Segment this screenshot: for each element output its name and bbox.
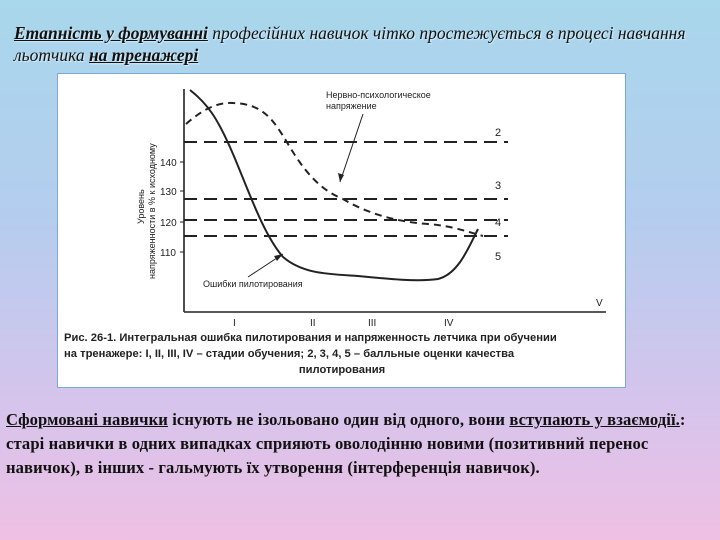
stress-arrow	[340, 114, 363, 182]
errors-arrow-head	[274, 254, 283, 261]
y-tick-label: 120	[160, 218, 177, 229]
y-tick-label: 110	[160, 248, 176, 259]
score-label: 2	[495, 127, 502, 139]
caption-line: пилотирования	[298, 364, 386, 376]
stage-label: IV	[444, 318, 454, 329]
y-tick-label: 140	[160, 158, 177, 169]
stage-label: III	[368, 318, 377, 329]
stress-curve	[186, 103, 483, 236]
y-tick-label: 130	[160, 187, 177, 198]
stage-label: I	[233, 318, 236, 329]
body-paragraph	[6, 408, 712, 480]
figure-panel	[57, 73, 626, 388]
score-label: 4	[495, 217, 502, 229]
figure-caption	[64, 330, 620, 378]
body-text: існують не ізольовано один від одного, вони	[167, 410, 510, 429]
y-axis-label: напряженности в % к исходному	[147, 143, 157, 279]
body-emphasis: Сформовані навички	[6, 410, 168, 429]
heading-text: професійних навичок чітко простежується в процесі навчання льотчика	[14, 23, 686, 65]
body-emphasis: вступають у взаємодії.	[509, 410, 680, 429]
errors-curve-label: Ошибки пилотирования	[203, 279, 303, 289]
errors-curve	[190, 90, 478, 280]
caption-line: на тренажере: I, II, III, IV – стадии обучения; 2, 3, 4, 5 – балльные оценки качества	[64, 348, 515, 360]
stage-label: V	[596, 298, 603, 309]
stage-label: II	[310, 318, 316, 329]
slide-heading	[14, 22, 714, 66]
stress-curve-label: напряжение	[326, 101, 377, 111]
heading-emphasis: Етапність у формуванні	[14, 23, 208, 43]
stress-curve-label: Нервно-психологическое	[326, 90, 431, 100]
y-axis-label: Уровень	[136, 189, 146, 224]
caption-line: Рис. 26-1. Интегральная ошибка пилотирования и напряженность летчика при обучении	[64, 332, 557, 344]
score-label: 5	[495, 251, 502, 263]
body-text: : старі навички в одних випадках сприяють оволодінню новими (позитивний перенос навичок), в інших - гальмують їх утворення (інтерференція навичок).	[6, 410, 686, 477]
heading-emphasis-end: на тренажері	[88, 45, 199, 65]
score-label: 3	[495, 180, 502, 192]
